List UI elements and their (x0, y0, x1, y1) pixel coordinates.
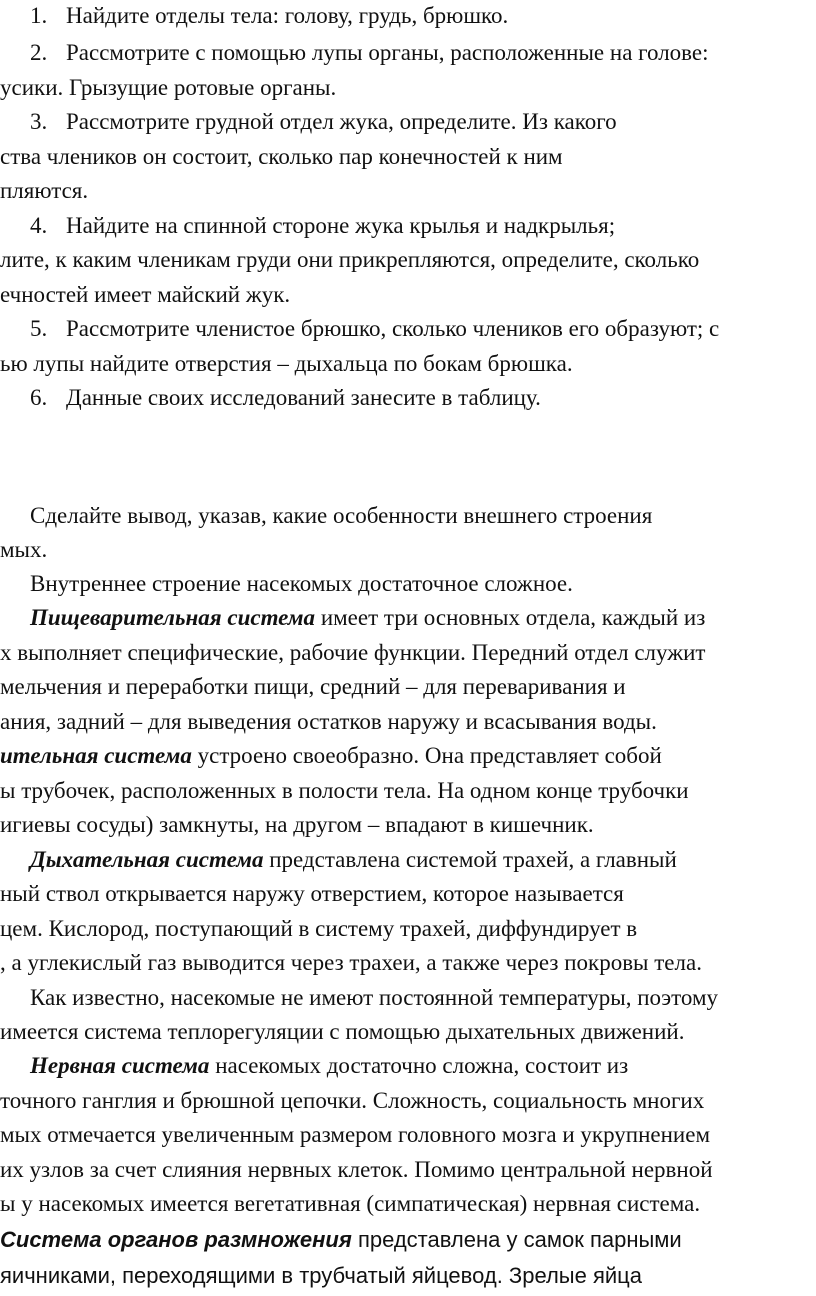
nervous-paragraph (0, 1050, 816, 1082)
digestive-paragraph (0, 602, 816, 634)
list-item-3-cont (0, 141, 816, 173)
term-digestive-system: Пищеварительная система (30, 605, 316, 630)
list-number: 5. (30, 316, 48, 341)
list-number: 3. (30, 109, 48, 134)
list-item-5 (0, 313, 816, 345)
list-item-6 (0, 382, 816, 414)
paragraph-text: , а углекислый газ выводится через трахеи, а также через покровы тела. (0, 950, 702, 975)
term-excretory-system: ительная система (0, 743, 192, 768)
thermo-paragraph-cont (0, 1016, 816, 1048)
list-item-4 (0, 210, 816, 242)
paragraph-text: насекомых достаточно сложна, состоит из (209, 1053, 629, 1078)
list-number: 6. (30, 385, 48, 410)
list-number: 4. (30, 213, 48, 238)
list-item-1 (0, 0, 816, 32)
paragraph-text: представлена системой трахей, а главный (263, 847, 677, 872)
intro-paragraph (0, 568, 816, 600)
paragraph-text: мых. (0, 537, 48, 562)
list-text: Рассмотрите грудной отдел жука, определите. Из какого (66, 109, 617, 134)
paragraph-text: точного ганглия и брюшной цепочки. Сложность, социальность многих (0, 1088, 705, 1113)
paragraph-text: мельчения и переработки пищи, средний – для переваривания и (0, 674, 626, 699)
paragraph-text: яичниками, переходящими в трубчатый яйцевод. Зрелые яйца (0, 1263, 642, 1288)
thermo-paragraph (0, 982, 816, 1014)
paragraph-text: имеет три основных отдела, каждый из (315, 605, 706, 630)
list-item-4-cont (0, 244, 816, 276)
list-text: ства члеников он состоит, сколько пар конечностей к ним (0, 144, 563, 169)
excretory-paragraph (0, 740, 816, 772)
paragraph-text: Сделайте вывод, указав, какие особенности внешнего строения (30, 503, 653, 528)
paragraph-text: ный ствол открывается наружу отверстием, которое называется (0, 881, 624, 906)
conclusion-paragraph (0, 500, 816, 532)
list-item-4-cont (0, 279, 816, 311)
list-text: Рассмотрите членистое брюшко, сколько члеников его образуют; с (66, 316, 720, 341)
list-text: пляются. (0, 178, 89, 203)
term-respiratory-system: Дыхательная система (30, 847, 264, 872)
conclusion-paragraph-cont (0, 534, 816, 566)
list-text: Найдите на спинной стороне жука крылья и надкрылья; (66, 213, 616, 238)
paragraph-text: Внутреннее строение насекомых достаточное сложное. (30, 571, 573, 596)
digestive-paragraph-cont (0, 637, 816, 669)
paragraph-text: игиевы сосуды) замкнуты, на другом – впадают в кишечник. (0, 812, 594, 837)
list-item-3-cont (0, 175, 816, 207)
list-item-2 (0, 37, 816, 69)
paragraph-text: их узлов за счет слияния нервных клеток. Помимо центральной нервной (0, 1157, 713, 1182)
list-text: лите, к каким членикам груди они прикрепляются, определите, сколько (0, 247, 700, 272)
list-number: 2. (30, 40, 48, 65)
term-reproductive-system: Система органов размножения (0, 1227, 352, 1252)
digestive-paragraph-cont (0, 706, 816, 738)
term-nervous-system: Нервная система (30, 1053, 210, 1078)
list-item-5-cont (0, 348, 816, 380)
paragraph-text: мых отмечается увеличенным размером головного мозга и укрупнением (0, 1122, 711, 1147)
paragraph-text: ания, задний – для выведения остатков наружу и всасывания воды. (0, 709, 657, 734)
respiratory-paragraph (0, 844, 816, 876)
list-item-3 (0, 106, 816, 138)
respiratory-paragraph-cont (0, 947, 816, 979)
list-text: Данные своих исследований занесите в таблицу. (66, 385, 541, 410)
paragraph-text: х выполняет специфические, рабочие функции. Передний отдел служит (0, 640, 706, 665)
nervous-paragraph-cont (0, 1188, 816, 1220)
nervous-paragraph-cont (0, 1154, 816, 1186)
paragraph-text: представлена у самок парными (351, 1227, 682, 1252)
nervous-paragraph-cont (0, 1085, 816, 1117)
respiratory-paragraph-cont (0, 913, 816, 945)
respiratory-paragraph-cont (0, 878, 816, 910)
reproductive-paragraph-cont (0, 1260, 816, 1292)
paragraph-text: устроено своеобразно. Она представляет собой (191, 743, 662, 768)
list-number: 1. (30, 3, 48, 28)
paragraph-text: имеется система теплорегуляции с помощью дыхательных движений. (0, 1019, 685, 1044)
paragraph-text: ы трубочек, расположенных в полости тела. На одном конце трубочки (0, 778, 689, 803)
list-text: ечностей имеет майский жук. (0, 282, 291, 307)
digestive-paragraph-cont (0, 671, 816, 703)
paragraph-text: цем. Кислород, поступающий в систему трахей, диффундирует в (0, 916, 638, 941)
nervous-paragraph-cont (0, 1119, 816, 1151)
list-text: Найдите отделы тела: голову, грудь, брюшко. (66, 3, 509, 28)
excretory-paragraph-cont (0, 809, 816, 841)
paragraph-text: ы у насекомых имеется вегетативная (симпатическая) нервная система. (0, 1191, 701, 1216)
list-item-2-cont (0, 72, 816, 104)
list-text: усики. Грызущие ротовые органы. (0, 75, 337, 100)
list-text: Рассмотрите с помощью лупы органы, расположенные на голове: (66, 40, 709, 65)
paragraph-text: Как известно, насекомые не имеют постоянной температуры, поэтому (30, 985, 719, 1010)
list-text: ью лупы найдите отверстия – дыхальца по бокам брюшка. (0, 351, 573, 376)
reproductive-paragraph (0, 1224, 816, 1256)
excretory-paragraph-cont (0, 775, 816, 807)
